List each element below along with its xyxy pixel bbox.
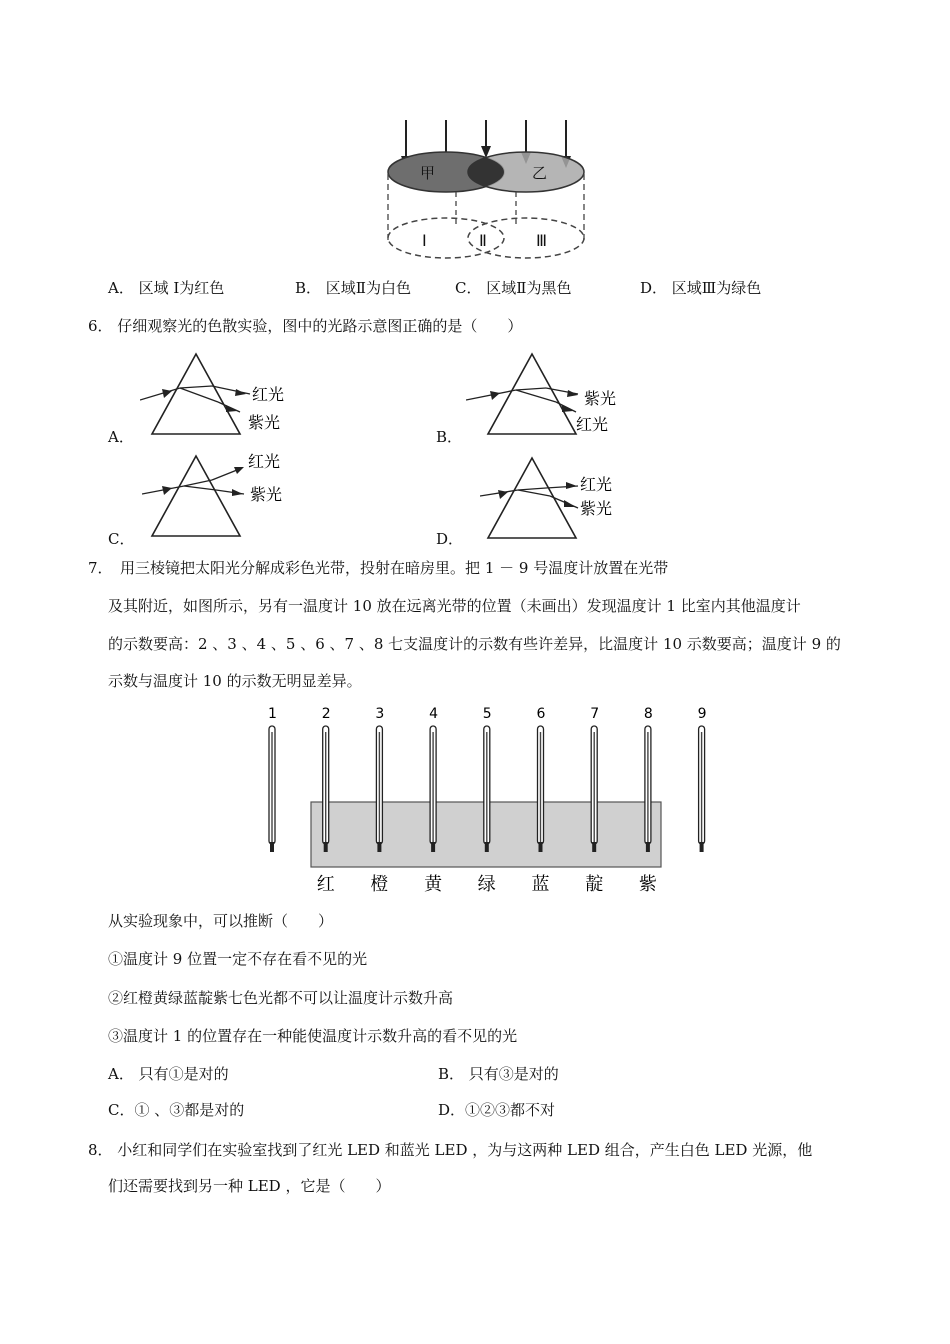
q6-option-a[interactable]: A． <box>108 428 134 446</box>
thermometer-number: 5 <box>482 706 492 722</box>
label-region-1: Ⅰ <box>422 231 427 250</box>
prism-c-bottom-label: 紫光 <box>250 485 283 504</box>
spectrum-color-label: 橙 <box>370 874 389 895</box>
q7-stem-line2: 及其附近，如图所示，另有一温度计 10 放在远离光带的位置（未画出）发现温度计 1 比室内其他温度计 <box>108 597 801 615</box>
thermometer-number: 7 <box>590 706 600 722</box>
thermometer-spectrum-figure <box>255 702 725 897</box>
thermometer-number: 8 <box>643 706 653 722</box>
prism-figure-d <box>480 452 640 542</box>
q7-statement-3: ③温度计 1 的位置存在一种能使温度计示数升高的看不见的光 <box>108 1027 518 1045</box>
prism-figure-c <box>142 450 302 540</box>
spectrum-color-label: 红 <box>316 874 335 895</box>
thermometer-number: 6 <box>536 706 546 722</box>
spectrum-color-label: 蓝 <box>531 874 550 895</box>
prism-c-top-label: 红光 <box>248 452 281 471</box>
q7-stem-line3: 的示数要高：2 、3 、4 、5 、6 、7 、8 七支温度计的示数有些许差异，比温度计 10 示数要高；温度计 9 的 <box>108 635 841 653</box>
prism-b-bottom-label: 红光 <box>576 415 609 434</box>
q7-option-a[interactable]: A． 只有①是对的 <box>108 1065 229 1083</box>
spectrum-color-label: 绿 <box>477 874 496 895</box>
q6-option-b[interactable]: B． <box>436 428 463 446</box>
prism-figure-b <box>466 350 636 440</box>
spectrum-color-label: 靛 <box>585 874 604 895</box>
q7-statement-2: ②红橙黄绿蓝靛紫七色光都不可以让温度计示数升高 <box>108 989 454 1007</box>
q7-statement-1: ①温度计 9 位置一定不存在看不见的光 <box>108 950 368 968</box>
q7-stem-line4: 示数与温度计 10 的示数无明显差异。 <box>108 672 362 690</box>
prism-figure-a <box>140 350 300 440</box>
label-region-2: Ⅱ <box>479 231 487 250</box>
prism-d-bottom-label: 紫光 <box>580 499 613 518</box>
q5-option-a[interactable]: A． 区域 Ⅰ为红色 <box>108 279 225 297</box>
label-region-3: Ⅲ <box>536 231 548 250</box>
thermometer-number: 1 <box>268 706 277 722</box>
q7-stem-line1: 7． 用三棱镜把太阳光分解成彩色光带，投射在暗房里。把 1 － 9 号温度计放置在光带 <box>88 559 669 577</box>
spectrum-color-label: 黄 <box>424 874 443 895</box>
q7-option-d[interactable]: D．①②③都不对 <box>438 1101 556 1119</box>
overlap-light-figure <box>380 112 590 262</box>
q7-question: 从实验现象中，可以推断（ ） <box>108 912 334 930</box>
prism-a-top-label: 红光 <box>252 385 285 404</box>
q5-option-b[interactable]: B． 区域Ⅱ为白色 <box>295 279 411 297</box>
thermometer-number: 2 <box>321 706 331 722</box>
thermometer-number: 4 <box>429 706 439 722</box>
q6-option-d[interactable]: D． <box>436 530 464 548</box>
label-jia: 甲 <box>420 164 436 182</box>
q6-stem: 6． 仔细观察光的色散实验，图中的光路示意图正确的是（ ） <box>88 317 523 335</box>
label-yi: 乙 <box>532 164 548 182</box>
q5-option-d[interactable]: D． 区域Ⅲ为绿色 <box>640 279 762 297</box>
prism-a-bottom-label: 紫光 <box>248 413 281 432</box>
q8-stem-line2: 们还需要找到另一种 LED ，它是（ ） <box>108 1177 391 1195</box>
prism-d-top-label: 红光 <box>580 475 613 494</box>
q5-option-c[interactable]: C． 区域Ⅱ为黑色 <box>455 279 572 297</box>
thermometer-number: 9 <box>697 706 707 722</box>
prism-b-top-label: 紫光 <box>584 389 617 408</box>
q7-option-b[interactable]: B． 只有③是对的 <box>438 1065 559 1083</box>
spectrum-color-label: 紫 <box>638 874 657 895</box>
q8-stem-line1: 8． 小红和同学们在实验室找到了红光 LED 和蓝光 LED ，为与这两种 LED 组合，产生白色 LED 光源，他 <box>88 1141 813 1159</box>
thermometer-number: 3 <box>375 706 385 722</box>
q7-option-c[interactable]: C．① 、③都是对的 <box>108 1101 245 1119</box>
q6-option-c[interactable]: C． <box>108 530 135 548</box>
